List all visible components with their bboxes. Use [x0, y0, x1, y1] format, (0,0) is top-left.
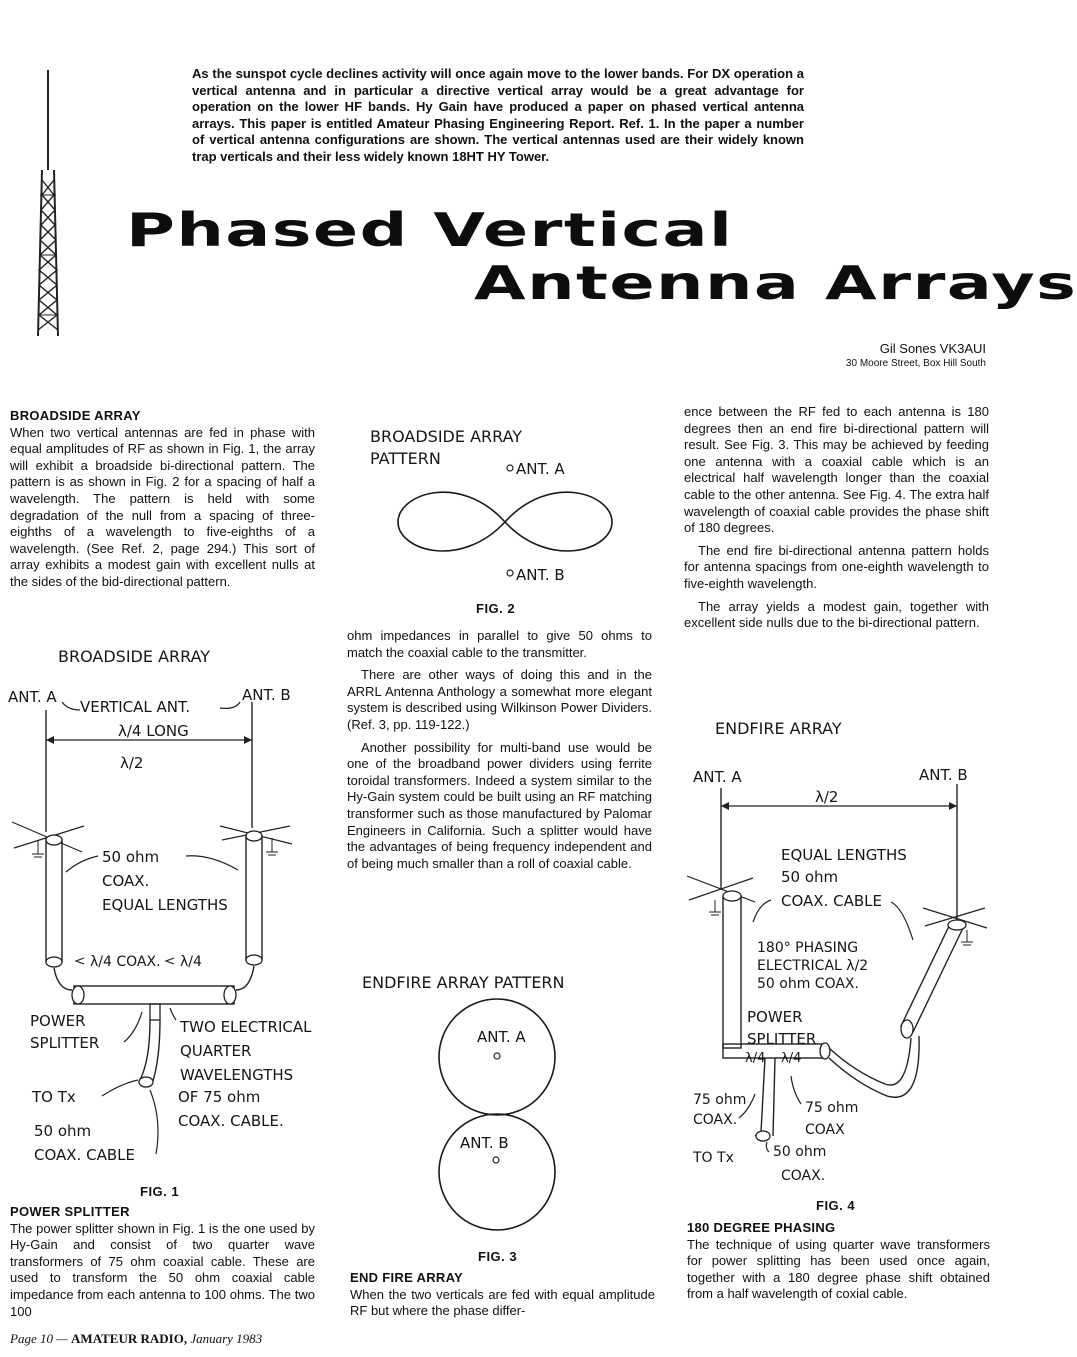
- endfire-text: When the two verticals are fed with equal amplitude RF but where the phase differ-: [350, 1286, 655, 1319]
- fig3-title: ENDFIRE ARRAY PATTERN: [362, 973, 565, 992]
- fig1-diagram: [0, 640, 335, 1170]
- intro-paragraph: As the sunspot cycle declines activity will once again move to the lower bands. For DX operation a vertical antenna and in particular a directive vertical array would be a great advantage for operation on the lower HF bands. Hy Gain have produced a paper on phased vertical antenna arrays. This paper is entitled Amateur Phasing Engineering Report. Ref. 1. In the paper a number of vertical antenna configurations are shown. The vertical antennas used are their widely known trap verticals and their less widely known 18HT HY Tower.: [192, 66, 804, 164]
- phasing-text: The technique of using quarter wave transformers for power splitting has been used once again, together with a 180 degree phase shift obtained from a half wavelength of coxial cable.: [687, 1236, 990, 1302]
- title-line-2: Antenna Arrays: [474, 256, 1077, 310]
- fig4-ant-a: ANT. A: [693, 768, 742, 786]
- fig1-half: λ/2: [120, 754, 144, 772]
- fig4-equal-1: EQUAL LENGTHS: [781, 846, 907, 864]
- fig1-quarter: λ/4: [180, 954, 202, 970]
- fig1-ant-a: ANT. A: [8, 688, 57, 706]
- col3-paragraph-2: The end fire bi-directional antenna pattern holds for antenna spacings from one-eighth wavelength to five-eighth wavelength.: [684, 542, 989, 591]
- fig4-power-2: SPLITTER: [747, 1030, 817, 1048]
- fig4-title: ENDFIRE ARRAY: [715, 719, 842, 738]
- fig4-phasing-1: 180° PHASING: [757, 940, 859, 956]
- fig4-coax50-2: COAX.: [781, 1168, 826, 1184]
- phasing-heading: 180 DEGREE PHASING: [687, 1220, 836, 1235]
- fig4-coax75b-2: COAX: [805, 1122, 845, 1138]
- endfire-heading: END FIRE ARRAY: [350, 1270, 464, 1285]
- fig1-two-4: OF 75 ohm: [178, 1088, 261, 1106]
- author-name: Gil Sones VK3AUI: [879, 341, 986, 356]
- endfire-section: [350, 1270, 655, 1320]
- broadside-section: [10, 408, 315, 591]
- fig1-two-3: WAVELENGTHS: [180, 1066, 294, 1084]
- fig1-power-1: POWER: [30, 1012, 86, 1030]
- fig2-ant-a: ANT. A: [516, 460, 565, 478]
- fig4-power-1: POWER: [747, 1008, 803, 1026]
- fig4-ant-b: ANT. B: [919, 766, 968, 784]
- col3-paragraph-3: The array yields a modest gain, together with excellent side nulls due to the bi-directional pattern.: [684, 598, 989, 631]
- col2-paragraph-1: ohm impedances in parallel to give 50 ohms to match the coaxial cable to the transmitter.: [347, 628, 652, 660]
- fig4-half: λ/2: [815, 788, 839, 806]
- fig1-coax-label-1: 50 ohm: [102, 848, 160, 866]
- fig3-ant-a: ANT. A: [477, 1028, 526, 1046]
- fig4-diagram: [675, 712, 1000, 1192]
- fig4-coax75a-2: COAX.: [693, 1112, 738, 1128]
- fig4-caption: FIG. 4: [816, 1198, 856, 1213]
- fig2-ant-b: ANT. B: [516, 566, 565, 584]
- col2-paragraph-2: There are other ways of doing this and in the ARRL Antenna Anthology a somewhat more elegant system is described using Wilkinson Power Dividers. (Ref. 3, pp. 119-122.): [347, 667, 652, 732]
- fig4-coax75a-1: 75 ohm: [693, 1092, 747, 1108]
- fig4-equal-2: 50 ohm: [781, 868, 839, 886]
- fig4-to-tx: TO Tx: [693, 1150, 734, 1166]
- fig1-cable-2: COAX. CABLE: [34, 1146, 135, 1164]
- fig1-two-2: QUARTER: [180, 1042, 252, 1060]
- fig4-q1: λ/4: [745, 1051, 766, 1066]
- fig1-ant-b: ANT. B: [242, 686, 291, 704]
- fig3-caption: FIG. 3: [478, 1249, 518, 1264]
- author-address: 30 Moore Street, Box Hill South: [845, 358, 986, 369]
- broadside-heading: BROADSIDE ARRAY: [10, 408, 141, 423]
- fig1-power-2: SPLITTER: [30, 1034, 100, 1052]
- phasing-section: [687, 1220, 990, 1303]
- fig1-caption: FIG. 1: [140, 1184, 180, 1199]
- fig2-caption: FIG. 2: [476, 601, 516, 616]
- fig1-cable-1: 50 ohm: [34, 1122, 92, 1140]
- fig1-to-tx: TO Tx: [32, 1088, 76, 1106]
- fig1-coax-label-3: EQUAL LENGTHS: [102, 896, 228, 914]
- tower-illustration: [28, 70, 68, 338]
- fig1-vertical-ant: VERTICAL ANT.: [80, 698, 191, 716]
- fig4-phasing-3: 50 ohm COAX.: [757, 976, 859, 992]
- fig2-title-2: PATTERN: [370, 449, 441, 468]
- power-splitter-text: The power splitter shown in Fig. 1 is the one used by Hy-Gain and consist of two quarter wave transformers of 75 ohm coaxial cable. These are used to transform the 50 ohm coaxial cable impedance from each antenna to 100 ohms. The two 100: [10, 1220, 315, 1319]
- fig2-title-1: BROADSIDE ARRAY: [370, 427, 523, 446]
- fig4-phasing-2: ELECTRICAL λ/2: [757, 958, 869, 974]
- fig4-equal-3: COAX. CABLE: [781, 892, 882, 910]
- power-splitter-heading: POWER SPLITTER: [10, 1204, 130, 1219]
- fig1-two-1: TWO ELECTRICAL: [180, 1018, 312, 1036]
- fig1-quarter-long: λ/4 LONG: [118, 722, 189, 740]
- page-footer: [10, 1331, 262, 1347]
- col2-paragraph-3: Another possibility for multi-band use would be one of the broadband power dividers using ferrite toroidal transformers. Indeed a system similar to the Hy-Gain system could be built using an RF matching transformer such as those manufactured by Palomar Engineers in California. Such a splitter would have the advantages of being frequency independent and of being much smaller than a roll of coaxial cable.: [347, 739, 652, 871]
- column-2-text: [347, 628, 652, 872]
- fig4-coax50-1: 50 ohm: [773, 1144, 827, 1160]
- footer-date: January 1983: [190, 1331, 263, 1346]
- fig1-quarter-coax: λ/4 COAX.: [90, 954, 161, 970]
- column-3-text: [684, 404, 989, 632]
- fig4-coax75b-1: 75 ohm: [805, 1100, 859, 1116]
- title-line-1: Phased Vertical: [126, 203, 734, 257]
- footer-page: Page 10 —: [10, 1331, 68, 1346]
- broadside-text: When two vertical antennas are fed in phase with equal amplitudes of RF as shown in Fig. 1, the array will exhibit a broadside bi-directional pattern. The pattern is as shown in Fig. 2 for a spacing of half a wavelength. The pattern is held with some degradation of the null from a spacing of three-eighths of a wavelength to five-eighths of a wavelength. (See Ref. 2, page 294.) This sort of array exhibits a modest gain with excellent nulls at the sides of the bid-directional pattern.: [10, 424, 315, 589]
- fig1-two-5: COAX. CABLE.: [178, 1112, 284, 1130]
- fig3-ant-b: ANT. B: [460, 1134, 509, 1152]
- power-splitter-section: [10, 1204, 315, 1320]
- fig1-title: BROADSIDE ARRAY: [58, 647, 211, 666]
- fig4-q2: λ/4: [781, 1051, 802, 1066]
- fig2-diagram: [340, 418, 650, 598]
- fig1-coax-label-2: COAX.: [102, 872, 150, 890]
- fig3-diagram: [350, 962, 650, 1252]
- col3-paragraph-1: ence between the RF fed to each antenna is 180 degrees then an end fire bi-directional pattern will result. See Fig. 3. This may be achieved by feeding one antenna with a coaxial cable which is an electrical half wavelength longer than the coaxial cable to the other antenna. See Fig. 4. The extra half wavelength of coaxial cable provides the phase shift of 180 degrees.: [684, 404, 989, 536]
- footer-magazine: AMATEUR RADIO,: [71, 1331, 188, 1346]
